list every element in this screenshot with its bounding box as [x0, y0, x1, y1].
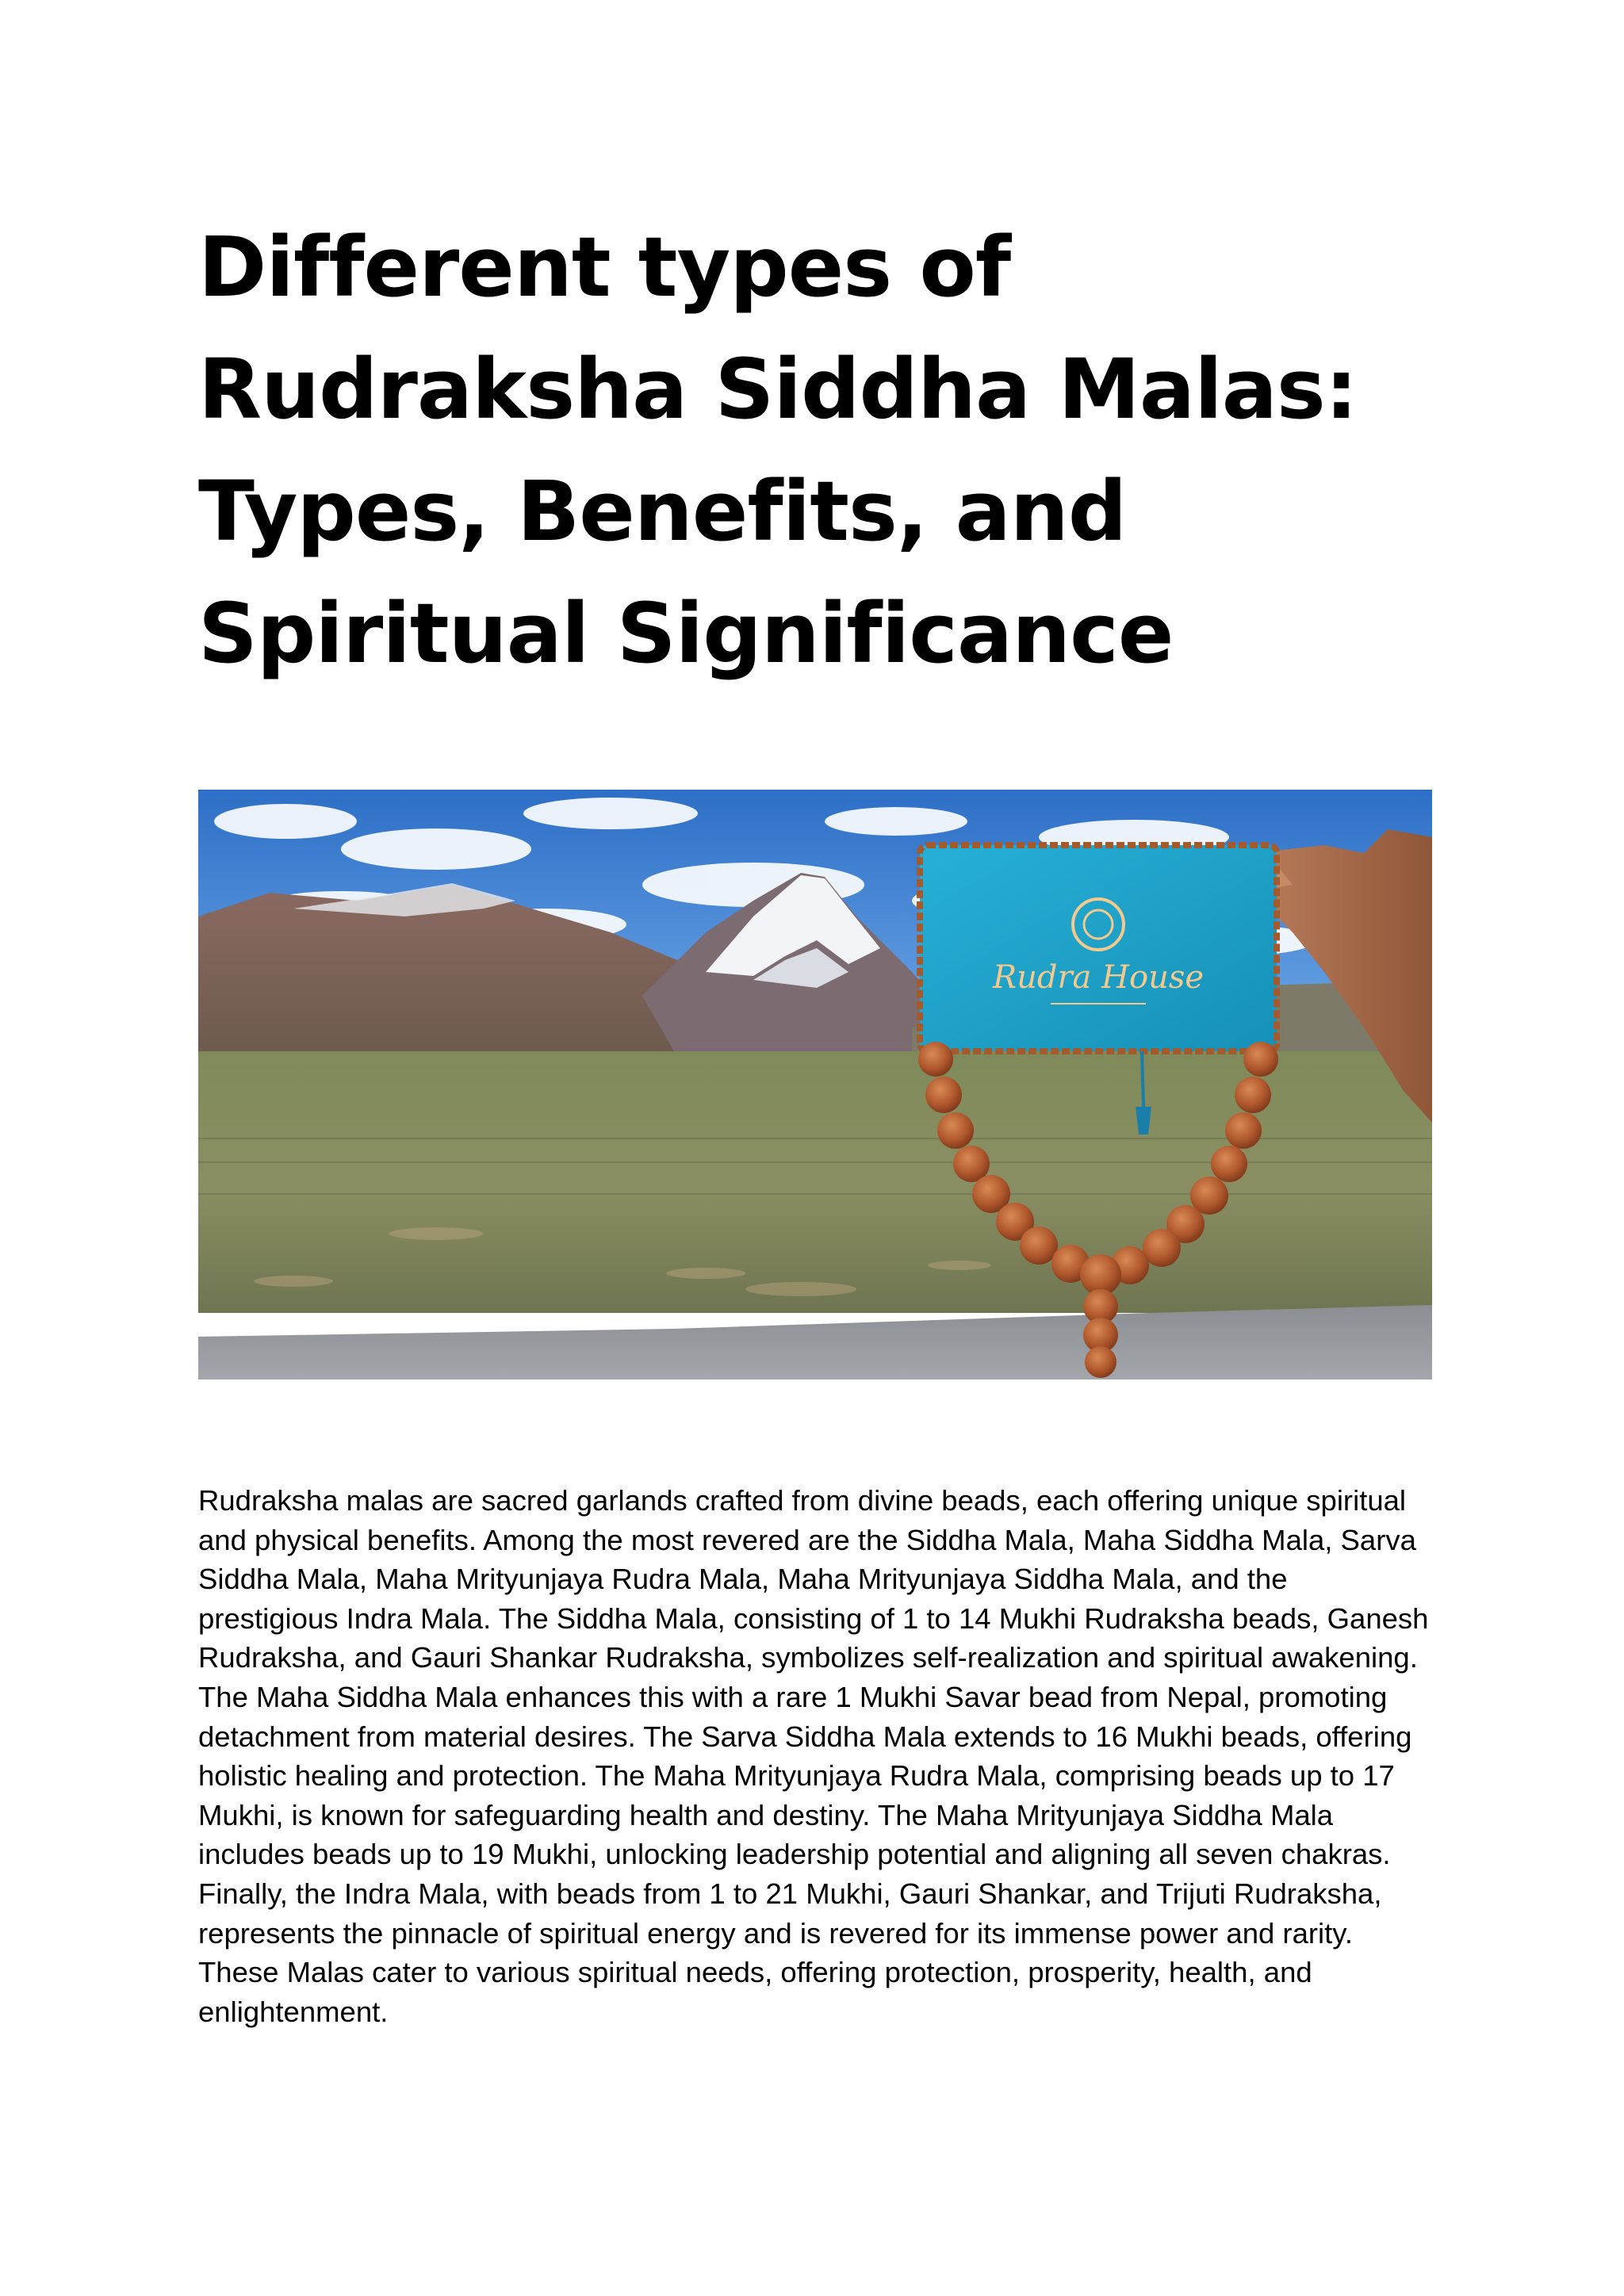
- hero-image: [198, 790, 1432, 1380]
- document-body-paragraph: Rudraksha malas are sacred garlands crafted from divine beads, each offering unique spiritual and physical benefits. Among the most revered are the Siddha Mala, Maha Siddha Mala, Sarva Siddha Mala, Maha Mrityunjaya Rudra Mala, Maha Mrityunjaya Siddha Mala, and the prestigious Indra Mala. The Siddha Mala, consisting of 1 to 14 Mukhi Rudraksha beads, Ganesh Rudraksha, and Gauri Shankar Rudraksha, symbolizes self-realization and spiritual awakening. The Maha Siddha Mala enhances this with a rare 1 Mukhi Savar bead from Nepal, promoting detachment from material desires. The Sarva Siddha Mala extends to 16 Mukhi beads, offering holistic healing and protection. The Maha Mrityunjaya Rudra Mala, comprising beads up to 17 Mukhi, is known for safeguarding health and destiny. The Maha Mrityunjaya Siddha Mala includes beads up to 19 Mukhi, unlocking leadership potential and aligning all seven chakras. Finally, the Indra Mala, with beads from 1 to 21 Mukhi, Gauri Shankar, and Trijuti Rudraksha, represents the pinnacle of spiritual energy and is revered for its immense power and rarity. These Malas cater to various spiritual needs, offering protection, prosperity, health, and enlightenment.: [198, 1484, 1429, 2028]
- brand-logo-text: Rudra House: [992, 959, 1205, 996]
- document-title: Different types of Rudraksha Siddha Malas: Types, Benefits, and Spiritual Significance: [198, 219, 1358, 682]
